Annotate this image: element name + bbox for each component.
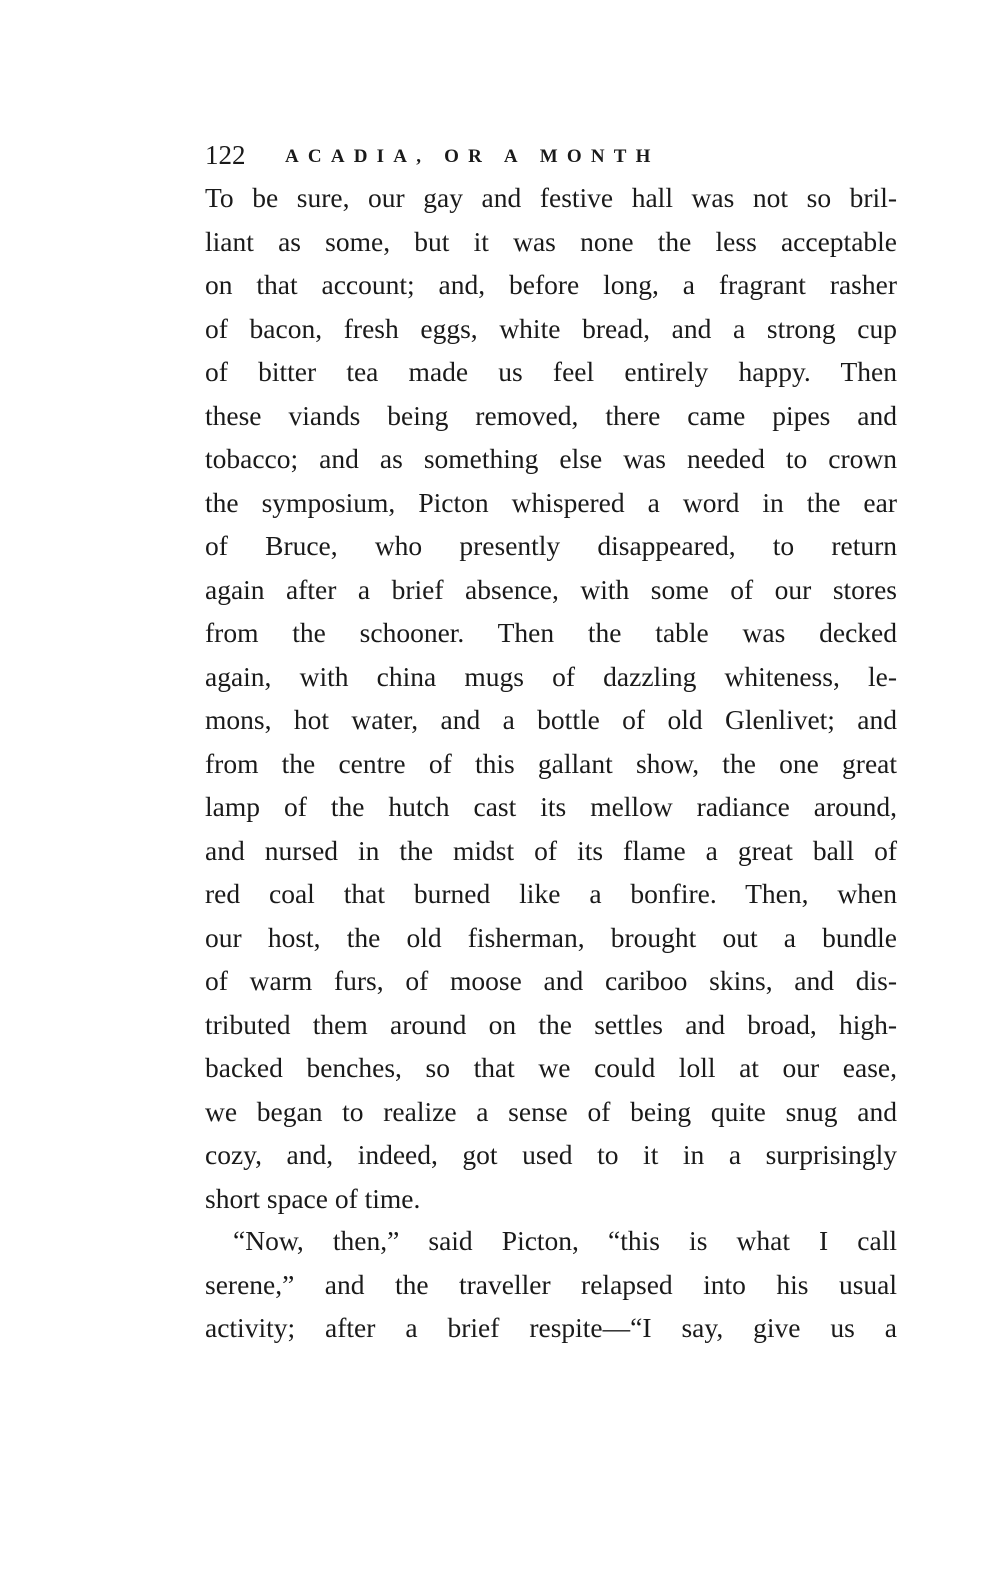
- text-line: tobacco; and as something else was needed to crown: [205, 443, 897, 474]
- text-line: the symposium, Picton whispered a word in the ear: [205, 486, 897, 518]
- text-line: activity; after a brief respite—“I say, give us a: [205, 1312, 897, 1343]
- text-line: lamp of the hutch cast its mellow radiance around,: [205, 791, 897, 822]
- paragraph: [205, 1219, 897, 1350]
- text-line: on that account; and, before long, a fragrant rasher: [205, 269, 897, 300]
- page-header: [205, 140, 897, 174]
- text-line: again, with china mugs of dazzling whiteness, le-: [205, 660, 897, 692]
- text-line: of bacon, fresh eggs, white bread, and a strong cup: [205, 312, 897, 344]
- text-line: serene,” and the traveller relapsed into his usual: [205, 1268, 897, 1300]
- page-number: 122: [205, 140, 246, 170]
- text-line: and nursed in the midst of its flame a great ball of: [205, 834, 897, 866]
- text-line: tributed them around on the settles and broad, high-: [205, 1008, 897, 1040]
- text-line: mons, hot water, and a bottle of old Glenlivet; and: [205, 704, 897, 735]
- text-line: liant as some, but it was none the less acceptable: [205, 225, 897, 257]
- paragraph: [205, 176, 897, 1220]
- text-line: of Bruce, who presently disappeared, to return: [205, 530, 897, 561]
- running-title: ACADIA, OR A MONTH: [285, 146, 660, 167]
- text-line: of warm furs, of moose and cariboo skins, and dis-: [205, 965, 897, 996]
- text-line: our host, the old fisherman, brought out a bundle: [205, 921, 897, 953]
- text-line: again after a brief absence, with some of our stores: [205, 573, 897, 605]
- text-line: backed benches, so that we could loll at our ease,: [205, 1052, 897, 1083]
- text-line: we began to realize a sense of being quite snug and: [205, 1095, 897, 1127]
- text-line: To be sure, our gay and festive hall was not so bril-: [205, 182, 897, 213]
- text-line: from the centre of this gallant show, the one great: [205, 747, 897, 779]
- text-line: of bitter tea made us feel entirely happy. Then: [205, 356, 897, 387]
- page-body: [205, 176, 897, 1350]
- text-line: these viands being removed, there came pipes and: [205, 399, 897, 431]
- text-line: cozy, and, indeed, got used to it in a surprisingly: [205, 1139, 897, 1170]
- text-line: short space of time.: [205, 1182, 421, 1214]
- text-line: “Now, then,” said Picton, “this is what I call: [233, 1225, 897, 1256]
- text-line: red coal that burned like a bonfire. Then, when: [205, 878, 897, 909]
- text-line: from the schooner. Then the table was decked: [205, 617, 897, 648]
